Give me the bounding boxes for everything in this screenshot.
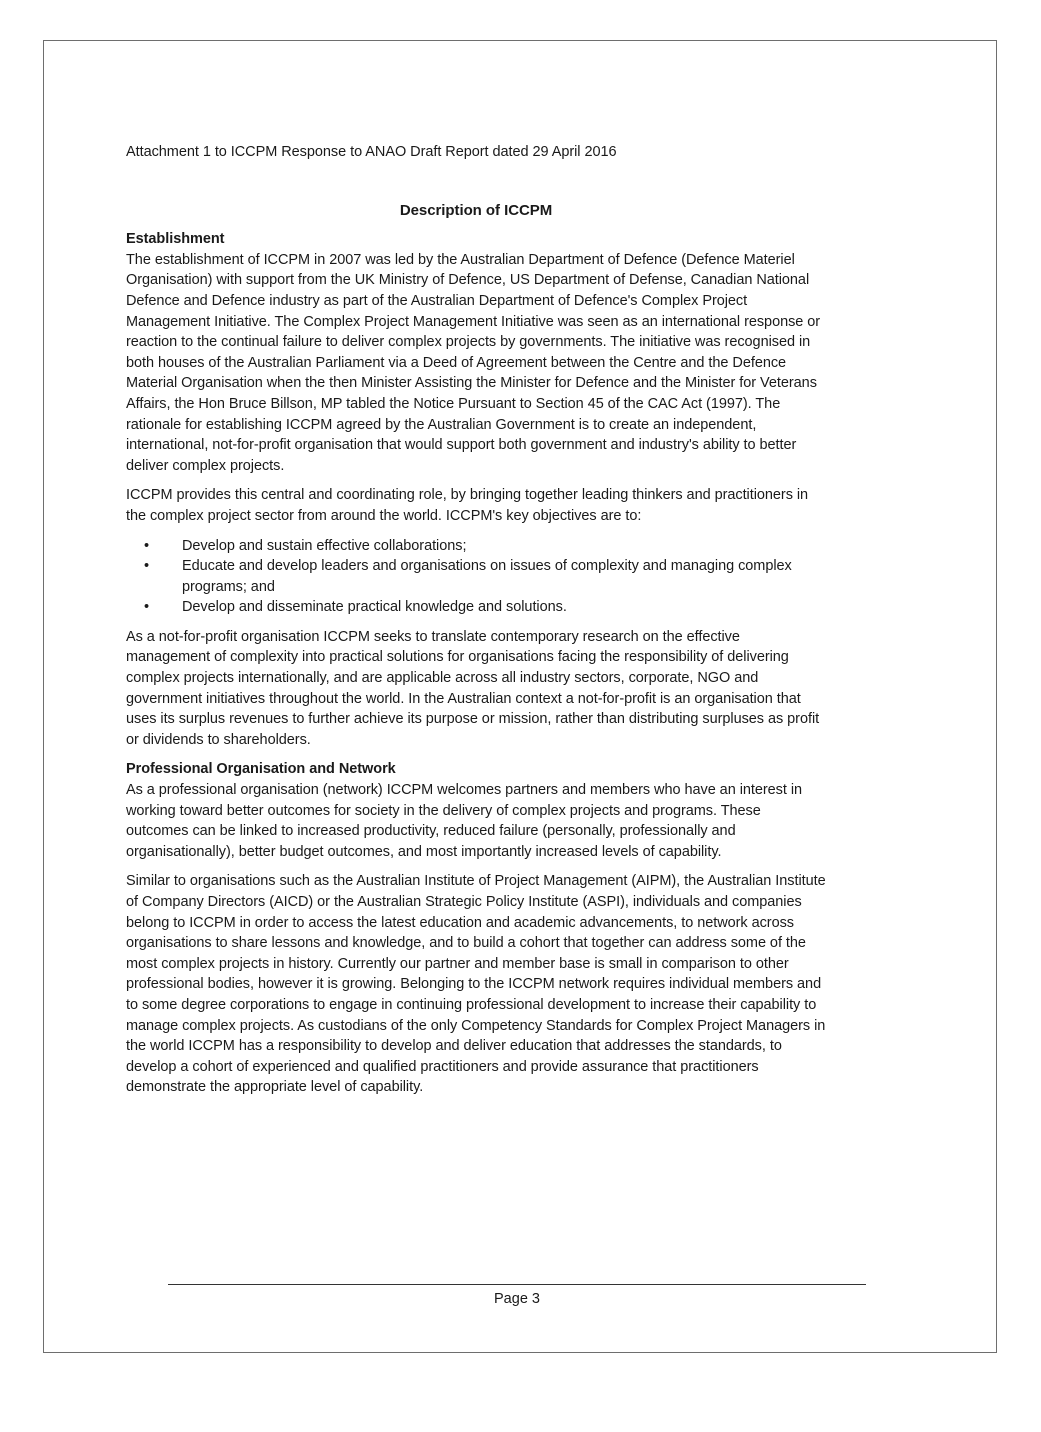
attachment-header: Attachment 1 to ICCPM Response to ANAO Draft Report dated 29 April 2016 xyxy=(126,144,617,160)
professional-paragraph-1: As a professional organisation (network) ICCPM welcomes partners and members who have an interest in working toward better outcomes for society in the delivery of complex projects and programs. These outcomes can be linked to increased productivity, reduced failure (personally, professionally and organisationally), better budget outcomes, and most importantly increased levels of capability. xyxy=(126,782,803,860)
footer-divider xyxy=(168,1284,866,1285)
bullet-icon: • xyxy=(144,558,150,575)
document-title: Description of ICCPM xyxy=(399,201,553,219)
bullet-icon: • xyxy=(144,599,150,616)
establishment-paragraph-2: ICCPM provides this central and coordinating role, by bringing together leading thinkers and practitioners in the complex project sector from around the world. ICCPM's key objectives are to: xyxy=(126,487,809,524)
bullet-icon: • xyxy=(144,537,150,554)
section-heading-professional: Professional Organisation and Network xyxy=(126,761,396,778)
establishment-paragraph-3: As a not-for-profit organisation ICCPM seeks to translate contemporary research on the effective management of complexity into practical solutions for organisations facing the responsibility of delivering complex projects internationally, and are applicable across all industry sectors, corporate, NGO and government initiatives throughout the world. In the Australian context a not-for-profit is an organisation that uses its surplus revenues to further achieve its purpose or mission, rather than distributing surpluses as profit or dividends to shareholders. xyxy=(126,628,820,748)
establishment-paragraph-1: The establishment of ICCPM in 2007 was led by the Australian Department of Defence (Defence Materiel Organisation) with support from the UK Ministry of Defence, US Department of Defense, Canadian National Defence and Defence industry as part of the Australian Department of Defence's Complex Project Management Initiative. The Complex Project Management Initiative was seen as an international response or reaction to the continual failure to deliver complex projects by governments. The initiative was recognised in both houses of the Australian Parliament via a Deed of Agreement between the Centre and the Defence Material Organisation when the then Minister Assisting the Minister for Defence and the Minister for Veterans Affairs, the Hon Bruce Billson, MP tabled the Notice Pursuant to Section 45 of the CAC Act (1997). The rationale for establishing ICCPM agreed by the Australian Government is to create an independent, international, not-for-profit organisation that would support both government and industry's ability to better deliver complex projects. xyxy=(126,251,821,474)
page-number: Page 3 xyxy=(494,1291,540,1307)
objectives-list xyxy=(126,536,826,618)
objective-text: Develop and disseminate practical knowledge and solutions. xyxy=(182,599,567,616)
document-body xyxy=(126,142,826,1107)
objective-text: Educate and develop leaders and organisations on issues of complexity and managing complex programs; and xyxy=(182,558,792,595)
list-item xyxy=(126,536,826,557)
list-item xyxy=(126,597,826,618)
professional-paragraph-2: Similar to organisations such as the Australian Institute of Project Management (AIPM), the Australian Institute of Company Directors (AICD) or the Australian Strategic Policy Institute (ASPI), individuals and companies belong to ICCPM in order to access the latest education and academic advancements, to network across organisations to share lessons and knowledge, and to build a cohort that together can address some of the most complex projects in history. Currently our partner and member base is small in comparison to other professional bodies, however it is growing. Belonging to the ICCPM network requires individual members and to some degree corporations to engage in continuing professional development to increase their capability to manage complex projects. As custodians of the only Competency Standards for Complex Project Managers in the world ICCPM has a responsibility to develop and deliver education that addresses the standards, to develop a cohort of experienced and qualified practitioners and provide assurance that practitioners demonstrate the appropriate level of capability. xyxy=(126,873,826,1096)
section-heading-establishment: Establishment xyxy=(126,231,225,248)
objective-text: Develop and sustain effective collaborations; xyxy=(182,537,467,554)
list-item xyxy=(126,556,826,597)
